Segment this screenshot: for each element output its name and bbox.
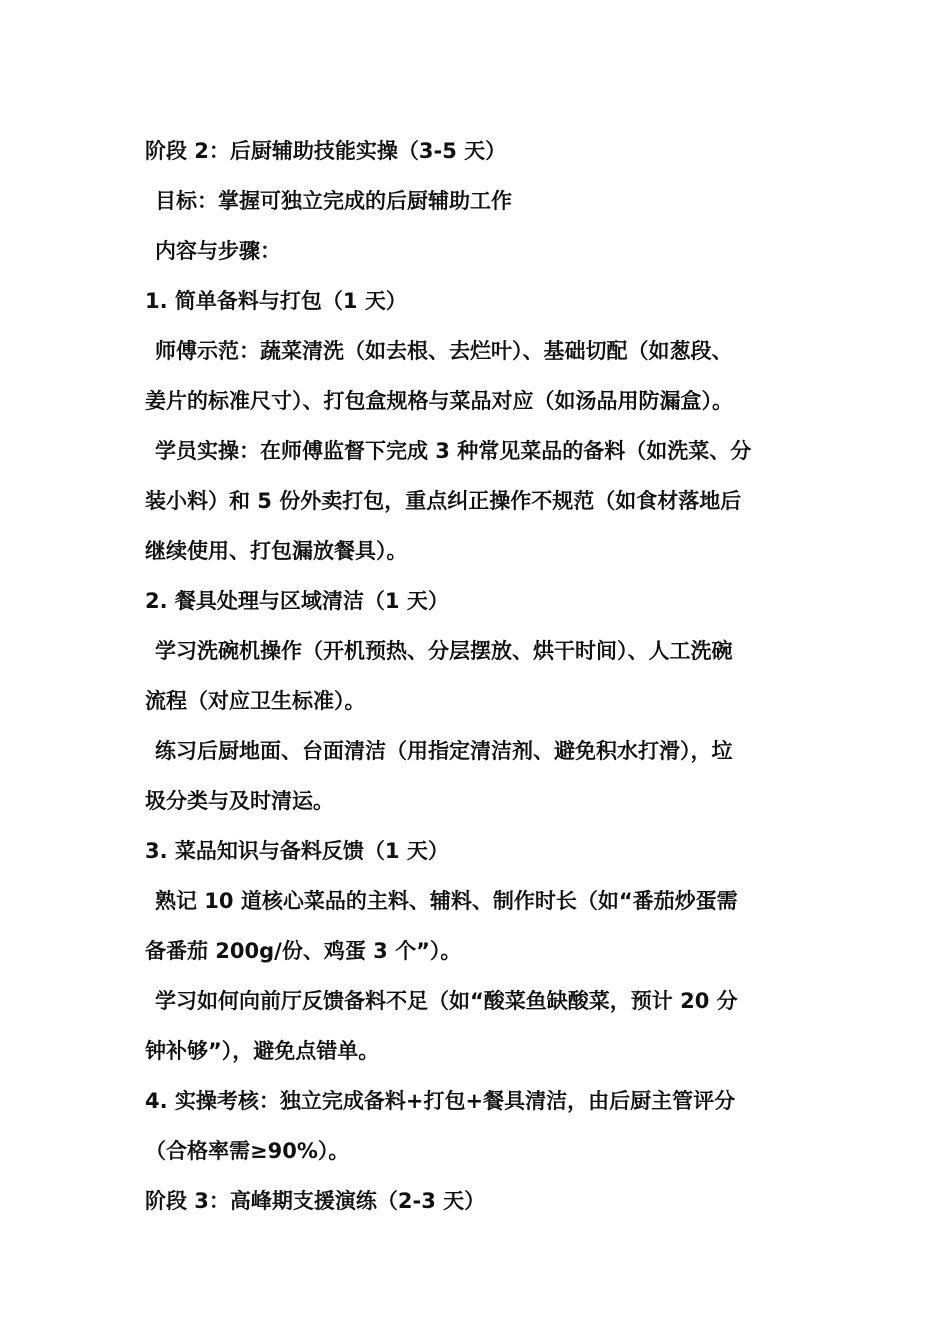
paragraph-line: （合格率需≥90%）。 bbox=[145, 1139, 350, 1163]
paragraph-line: 圾分类与及时清运。 bbox=[145, 789, 334, 813]
goal-line: 目标：掌握可独立完成的后厨辅助工作 bbox=[155, 189, 512, 213]
step-3-heading: 3. 菜品知识与备料反馈（1 天） bbox=[145, 839, 449, 863]
paragraph-line: 钟补够”），避免点错单。 bbox=[145, 1039, 380, 1063]
paragraph-line: 装小料）和 5 份外卖打包，重点纠正操作不规范（如食材落地后 bbox=[145, 489, 742, 513]
content-steps-label: 内容与步骤： bbox=[155, 239, 281, 263]
paragraph-line: 熟记 10 道核心菜品的主料、辅料、制作时长（如“番茄炒蛋需 bbox=[155, 889, 738, 913]
paragraph-line: 学员实操：在师傅监督下完成 3 种常见菜品的备料（如洗菜、分 bbox=[155, 439, 752, 463]
paragraph-line: 备番茄 200g/份、鸡蛋 3 个”）。 bbox=[145, 939, 462, 963]
paragraph-line: 学习洗碗机操作（开机预热、分层摆放、烘干时间）、人工洗碗 bbox=[155, 639, 733, 663]
paragraph-line: 姜片的标准尺寸）、打包盒规格与菜品对应（如汤品用防漏盒）。 bbox=[145, 389, 733, 413]
stage-3-heading: 阶段 3：高峰期支援演练（2-3 天） bbox=[145, 1189, 486, 1213]
step-2-heading: 2. 餐具处理与区域清洁（1 天） bbox=[145, 589, 449, 613]
paragraph-line: 练习后厨地面、台面清洁（用指定清洁剂、避免积水打滑），垃 bbox=[155, 739, 733, 763]
paragraph-line: 继续使用、打包漏放餐具）。 bbox=[145, 539, 408, 563]
step-1-heading: 1. 简单备料与打包（1 天） bbox=[145, 289, 407, 313]
stage-2-heading: 阶段 2：后厨辅助技能实操（3-5 天） bbox=[145, 139, 507, 163]
step-4-heading: 4. 实操考核：独立完成备料+打包+餐具清洁，由后厨主管评分 bbox=[145, 1089, 736, 1113]
paragraph-line: 流程（对应卫生标准）。 bbox=[145, 689, 366, 713]
paragraph-line: 师傅示范：蔬菜清洗（如去根、去烂叶）、基础切配（如葱段、 bbox=[155, 339, 733, 363]
paragraph-line: 学习如何向前厅反馈备料不足（如“酸菜鱼缺酸菜，预计 20 分 bbox=[155, 989, 738, 1013]
